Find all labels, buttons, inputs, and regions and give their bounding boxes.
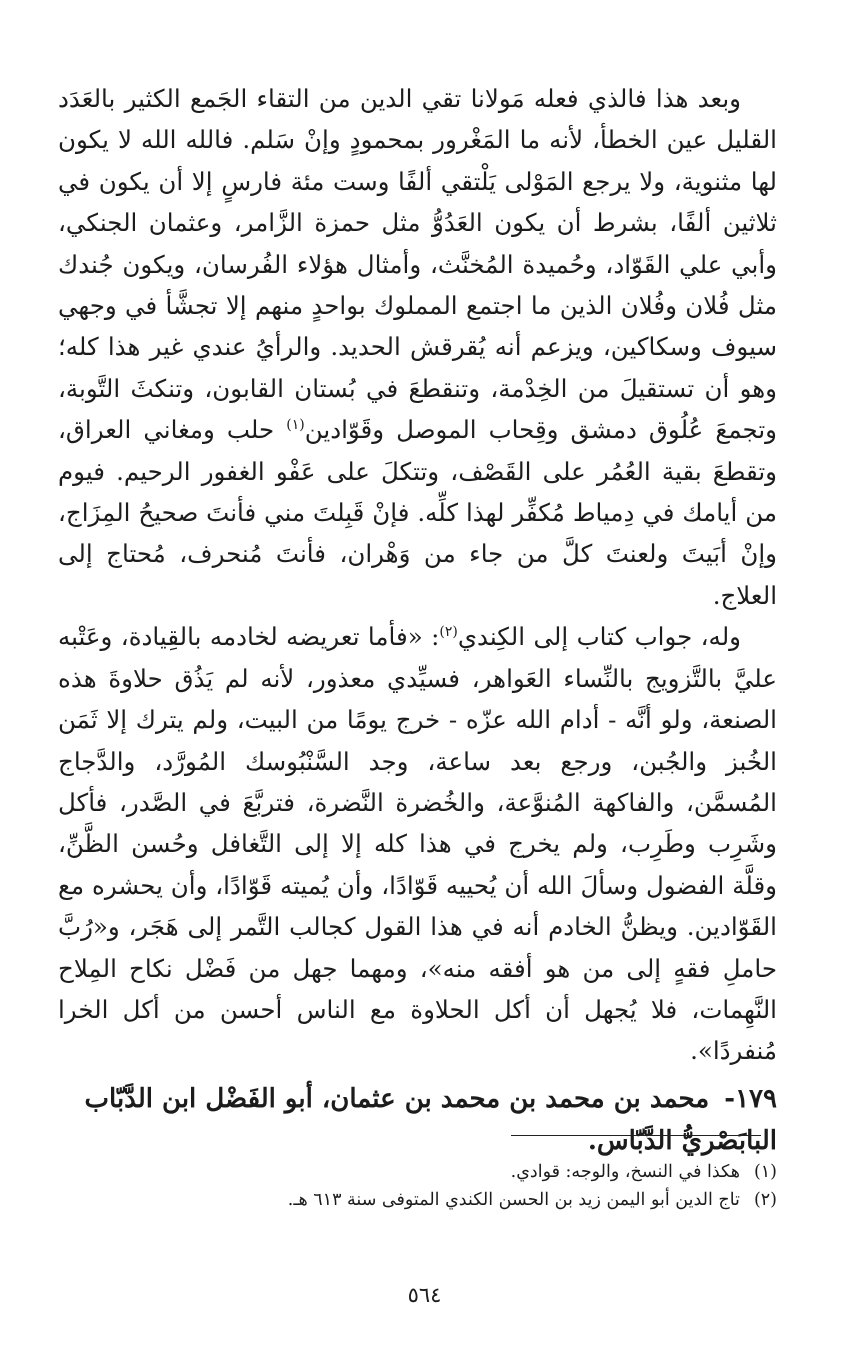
footnote-1-text: هكذا في النسخ، والوجه: قوادي. (510, 1162, 740, 1182)
paragraph-2-intro: وله، جواب كتاب إلى الكِندي (457, 622, 741, 652)
entry-title: محمد بن محمد بن محمد بن عثمان، أبو الفَضْل ابن الدَّبّاب البابَصْريُّ الدَّبّاس. (84, 1083, 777, 1156)
footnote-1 (58, 1158, 777, 1186)
footnote-2-label: (٢) (753, 1190, 777, 1210)
footnote-2-text: تاج الدين أبو اليمن زيد بن الحسن الكندي المتوفى سنة ٦١٣ هـ. (287, 1190, 740, 1210)
entry-heading (58, 1078, 777, 1162)
footnote-2 (58, 1186, 777, 1214)
paragraph-2 (58, 616, 777, 1071)
footnote-ref-2: (٢) (439, 624, 458, 641)
paragraph-1-text: وبعد هذا فالذي فعله مَولانا تقي الدين من التقاء الجَمع الكثير بالعَدَد القليل عين الخطأ، لأنه ما المَغْرور بمحمودٍ وإنْ سَلم. فالله الله لا يكون لها مثنوية، ولا يرجع المَوْلى يَلْتقي ألفًا وست مئة فارسٍ إلا أن يكون في ثلاثين ألفًا، بشرط أن يكون العَدُوُّ مثل حمزة الزَّامر، وعثمان الجنكي، وأبي علي القَوّاد، وحُميدة المُخنَّث، وأمثال هؤلاء الفُرسان، ويكون جُندك مثل فُلان وفُلان الذين ما اجتمع المملوك بواحدٍ منهم إلا تجشَّأ في وجهي سيوف وسكاكين، ويزعم أنه يُقرقش الحديد. والرأيُ عندي غير هذا كله؛ وهو أن تستقيلَ من الخِدْمة، وتنقطعَ في بُستان القابون، وتنكثَ التَّوبة، وتجمعَ عُلُوق دمشق وقِحاب الموصل وقَوّادين (58, 84, 777, 445)
footnote-1-label: (١) (753, 1162, 777, 1182)
paragraph-2-text: : «فأما تعريضه لخادمه بالقِيادة، وعَتْبه عليَّ بالتَّزويج بالنِّساء العَواهر، فسيِّدي معذور، لأنه لم يَذُق حلاوةَ هذه الصنعة، ولو أنَّه - أدام الله عزّه - خرج يومًا من البيت، ولم يترك إلا ثَمَن الخُبز والجُبن، ورجع بعد ساعة، وجد السَّنْبُوسك المُورَّد، والدَّجاج المُسمَّن، والفاكهة المُنوَّعة، والخُضرة النَّضرة، فتربَّعَ في الصَّدر، فأكل وشَرِب وطَرِب، ولم يخرج في هذا كله إلا إلى التَّغافل وحُسن الظَّنِّ، وقلَّة الفضول وسألَ الله أن يُحييه قَوّادًا، وأن يُميته قَوّادًا، وأن يحشره مع القَوّادين. ويظنُّ الخادم أنه في هذا القول كجالب التَّمر إلى هَجَر، و«رُبَّ حاملِ فقهٍ إلى من هو أفقه منه»، ومهما جهل من فَضْل نكاح المِلاح النَّهِمات، فلا يُجهل أن أكل الحلاوة مع الناس أحسن من أكل الخرا مُنفردًا». (58, 622, 777, 1066)
paragraph-1 (58, 78, 777, 616)
paragraph-1-continued: حلب ومغاني العراق، وتقطعَ بقية العُمُر على القَصْف، وتتكلَ على عَفْو الغفور الرحيم. فيوم من أيامك في دِمياط مُكفِّر لهذا كلِّه. فإنْ قَبِلتَ مني فأنتَ صحيحُ المِزَاج، وإنْ أبَيتَ ولعنتَ كلَّ من جاء من وَهْران، فأنتَ مُنحرف، مُحتاج إلى العلاج. (58, 415, 777, 610)
footnotes (58, 1158, 777, 1214)
page-number: ٥٦٤ (407, 1283, 442, 1307)
footnote-divider (511, 1135, 761, 1136)
entry-number: ١٧٩- (724, 1083, 777, 1114)
main-text (58, 78, 777, 1162)
footnote-ref-1: (١) (286, 417, 305, 434)
